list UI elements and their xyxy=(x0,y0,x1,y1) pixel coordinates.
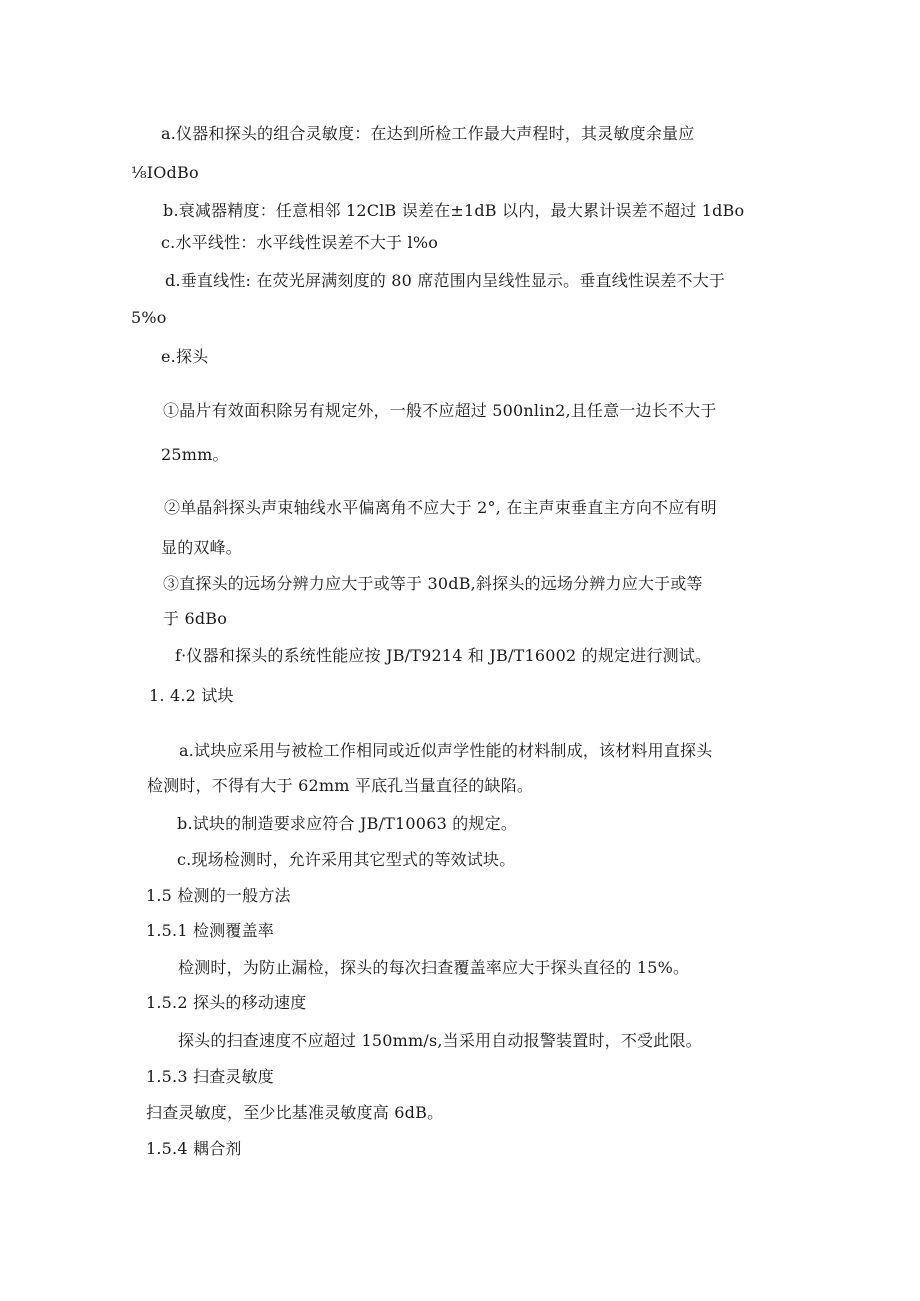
text-line: 25mm。 xyxy=(161,445,229,464)
text-line: c.水平线性：水平线性误差不大于 l%o xyxy=(161,233,439,252)
text-line: 5%o xyxy=(131,308,167,327)
text-line: e.探头 xyxy=(161,347,209,366)
text-line: a.试块应采用与被检工作相同或近似声学性能的材料制成，该材料用直探头 xyxy=(179,741,713,760)
text-line: ⅛IOdBo xyxy=(131,163,199,182)
text-line: 探头的扫查速度不应超过 150mm∕s,当采用自动报警装置时，不受此限。 xyxy=(178,1031,702,1050)
text-line: ③直探头的远场分辨力应大于或等于 30dB,斜探头的远场分辨力应大于或等 xyxy=(163,574,703,593)
section-heading: 1.5.2 探头的移动速度 xyxy=(146,993,307,1012)
text-line: a.仪器和探头的组合灵敏度：在达到所检工作最大声程时，其灵敏度余量应 xyxy=(161,124,695,143)
text-line: 显的双峰。 xyxy=(161,538,243,557)
text-line: 于 6dBo xyxy=(163,609,228,628)
text-line: 检测时，为防止漏检，探头的每次扫查覆盖率应大于探头直径的 15%。 xyxy=(178,958,690,977)
section-heading: 1. 4.2 试块 xyxy=(149,686,234,705)
text-line: 检测时，不得有大于 62mm 平底孔当量直径的缺陷。 xyxy=(147,776,534,795)
text-line: d.垂直线性: 在荧光屏满刻度的 80 席范围内呈线性显示。垂直线性误差不大于 xyxy=(165,271,726,290)
section-heading: 1.5.4 耦合剂 xyxy=(146,1139,242,1158)
text-line: 扫查灵敏度，至少比基准灵敏度高 6dB。 xyxy=(146,1103,444,1122)
text-line: f·仪器和探头的系统性能应按 JB/T9214 和 JB/T16002 的规定进行测试。 xyxy=(175,646,712,665)
text-line: b.试块的制造要求应符合 JB/T10063 的规定。 xyxy=(177,814,518,833)
section-heading: 1.5.3 扫查灵敏度 xyxy=(146,1067,274,1086)
text-line: ②单晶斜探头声束轴线水平偏离角不应大于 2°, 在主声束垂直主方向不应有明 xyxy=(164,498,717,517)
section-heading: 1.5 检测的一般方法 xyxy=(146,886,291,905)
section-heading: 1.5.1 检测覆盖率 xyxy=(146,921,274,940)
text-line: ①晶片有效面积除另有规定外，一般不应超过 500nlin2,且任意一边长不大于 xyxy=(163,401,717,420)
text-line: c.现场检测时，允许采用其它型式的等效试块。 xyxy=(177,850,516,869)
text-line: b.衰减器精度：任意相邻 12ClB 误差在±1dB 以内，最大累计误差不超过 1dBo xyxy=(163,201,745,220)
